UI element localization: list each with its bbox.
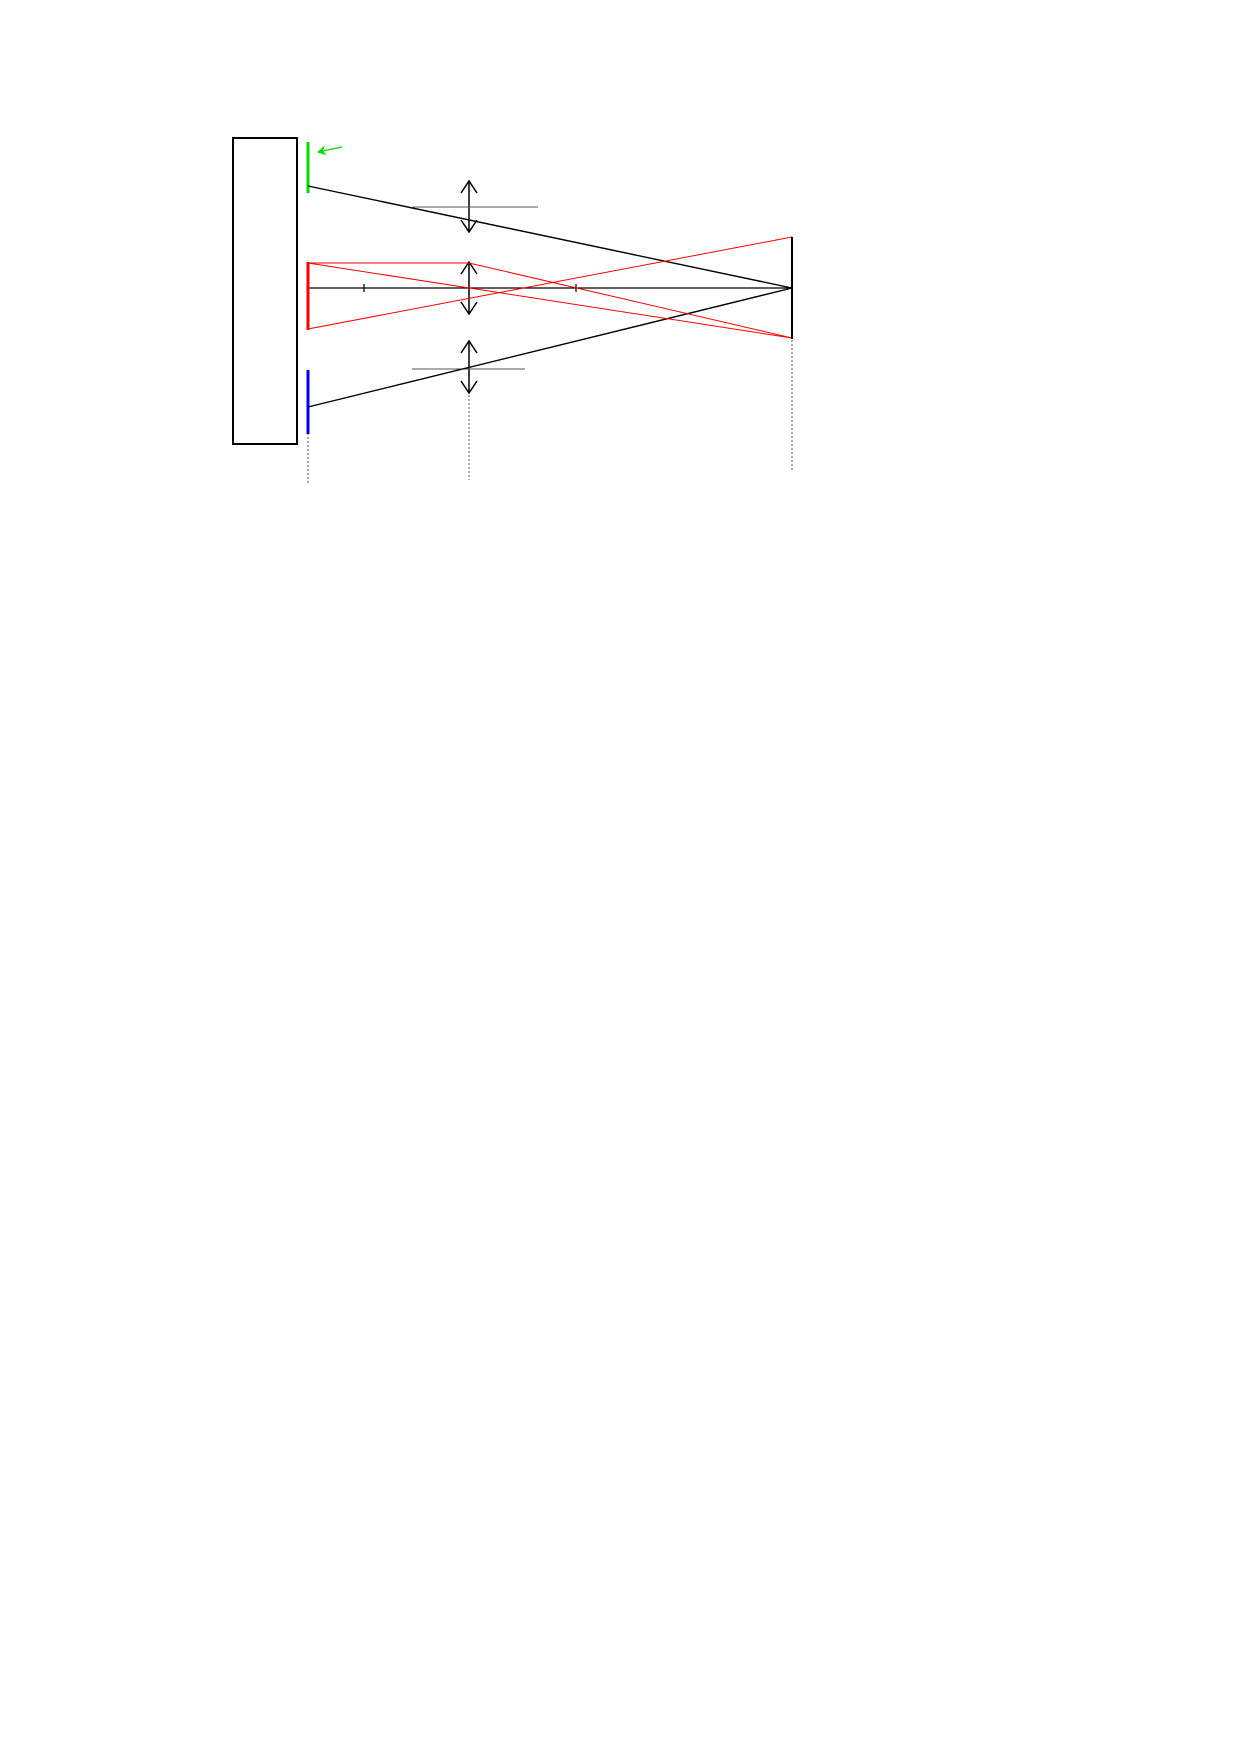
optics-diagram <box>0 0 1240 520</box>
optics-diagram-drawing <box>0 0 1240 520</box>
tube-box <box>233 138 297 444</box>
